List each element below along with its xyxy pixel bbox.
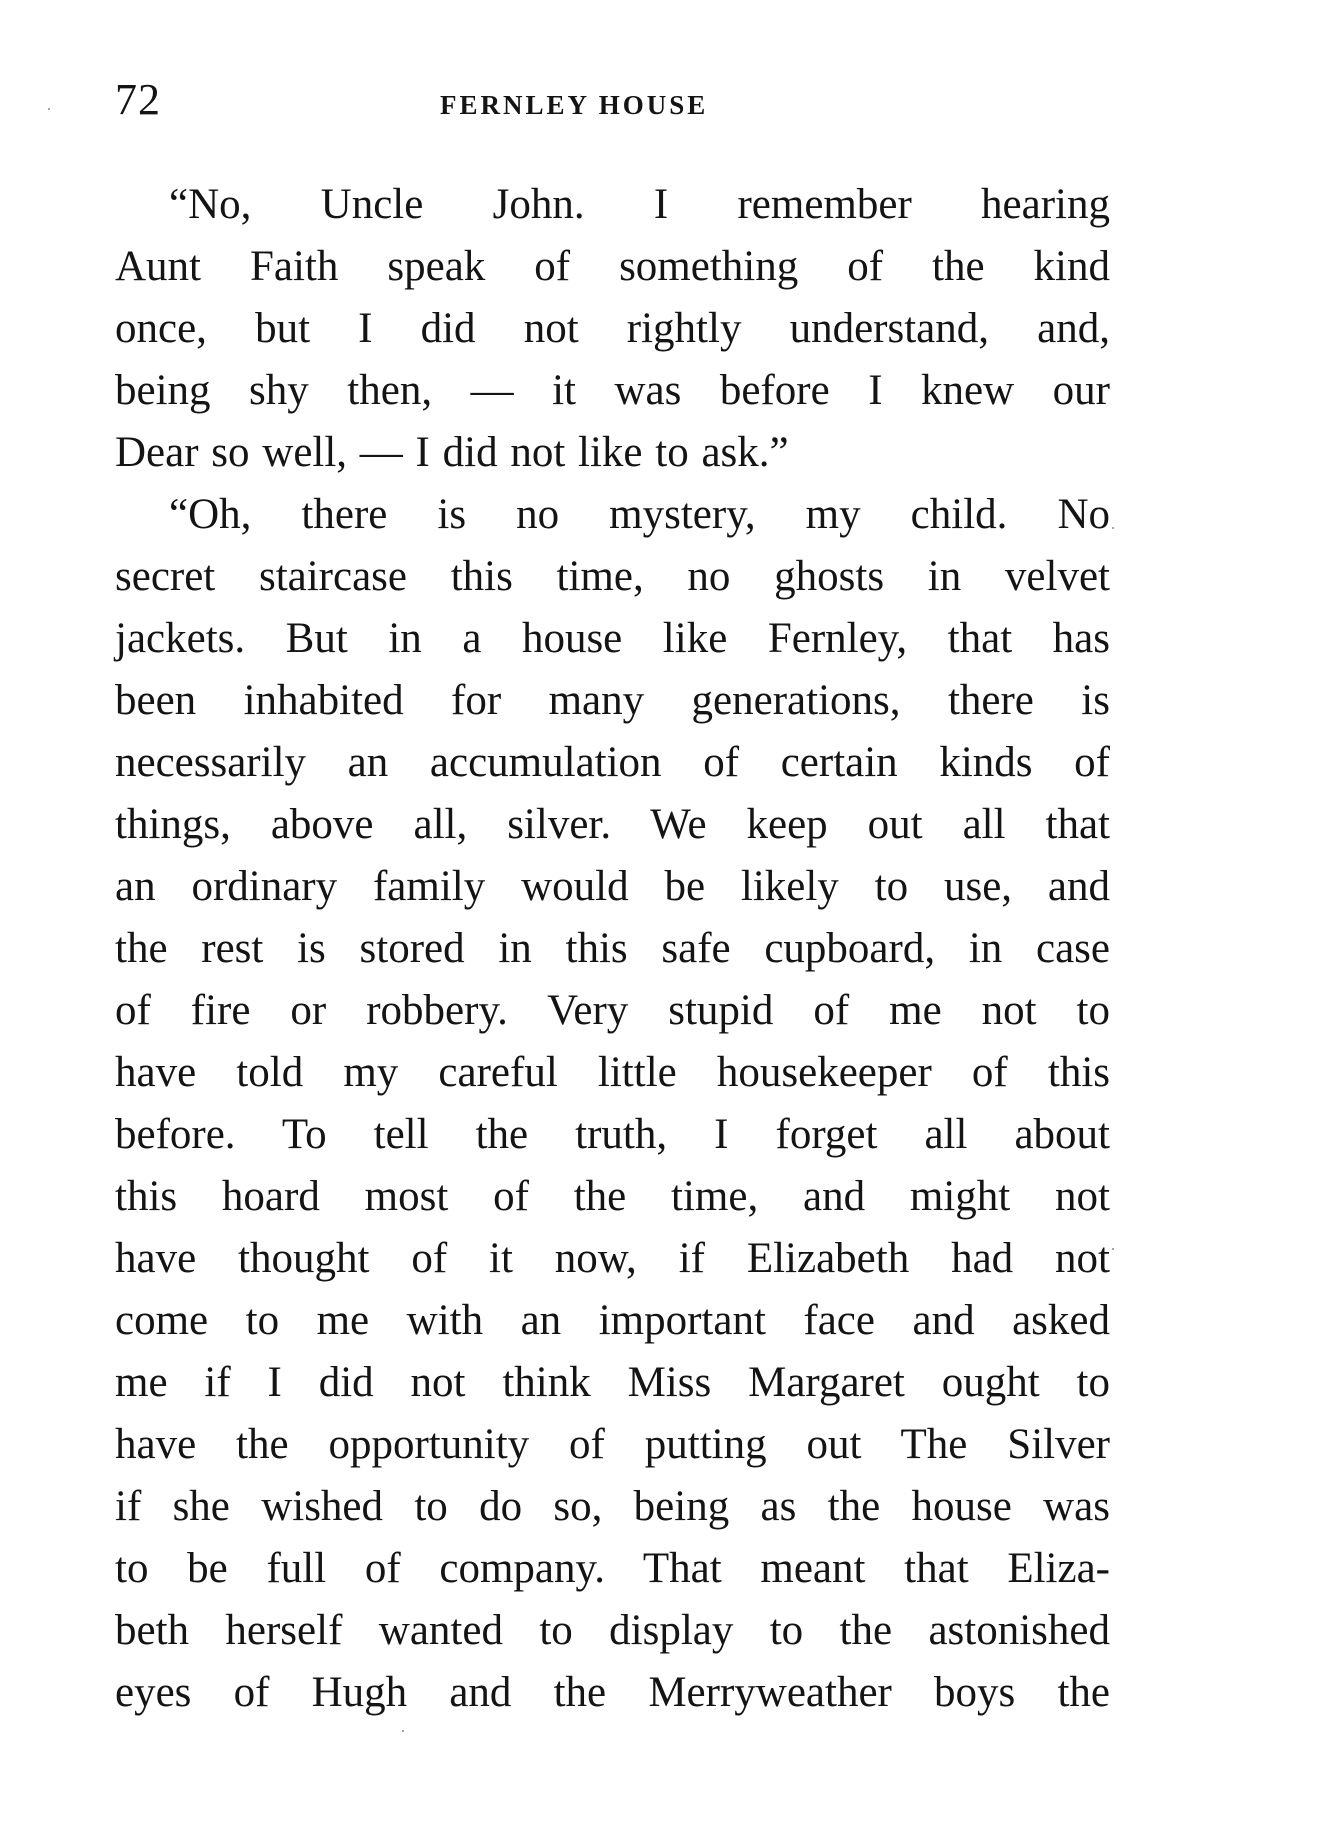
text-line: Dear so well, — I did not like to ask.” (115, 429, 789, 476)
text-line: of fire or robbery. Very stupid of me not to (115, 987, 1110, 1034)
scan-speck (1112, 527, 1114, 529)
text-line: have the opportunity of putting out The Silver (115, 1421, 1110, 1468)
body-text (115, 174, 1110, 1724)
text-line: eyes of Hugh and the Merryweather boys the (115, 1669, 1110, 1716)
text-line: been inhabited for many generations, there is (115, 677, 1110, 724)
scan-speck (48, 108, 50, 110)
text-line: if she wished to do so, being as the house was (115, 1483, 1110, 1530)
running-title: FERNLEY HOUSE (440, 90, 709, 120)
text-line: come to me with an important face and asked (115, 1297, 1110, 1344)
text-line: before. To tell the truth, I forget all about (115, 1111, 1110, 1158)
text-line: to be full of company. That meant that Eliza- (115, 1545, 1110, 1592)
text-line: “Oh, there is no mystery, my child. No (169, 491, 1110, 538)
text-line: beth herself wanted to display to the astonished (115, 1607, 1110, 1654)
scan-speck (1112, 1248, 1114, 1250)
text-line: this hoard most of the time, and might not (115, 1173, 1110, 1220)
text-line: me if I did not think Miss Margaret ought to (115, 1359, 1110, 1406)
text-line: have thought of it now, if Elizabeth had not (115, 1235, 1110, 1282)
text-line: “No, Uncle John. I remember hearing (169, 181, 1110, 228)
text-line: the rest is stored in this safe cupboard, in case (115, 925, 1110, 972)
text-line: an ordinary family would be likely to use, and (115, 863, 1110, 910)
text-line: Aunt Faith speak of something of the kind (115, 243, 1110, 290)
text-line: being shy then, — it was before I knew our (115, 367, 1110, 414)
text-line: secret staircase this time, no ghosts in velvet (115, 553, 1110, 600)
text-line: jackets. But in a house like Fernley, that has (115, 615, 1110, 662)
text-line: necessarily an accumulation of certain kinds of (115, 739, 1110, 786)
scan-speck (402, 1730, 404, 1732)
text-line: things, above all, silver. We keep out all that (115, 801, 1110, 848)
text-line: once, but I did not rightly understand, and, (115, 305, 1110, 352)
text-line: have told my careful little housekeeper of this (115, 1049, 1110, 1096)
page-number: 72 (115, 75, 161, 124)
